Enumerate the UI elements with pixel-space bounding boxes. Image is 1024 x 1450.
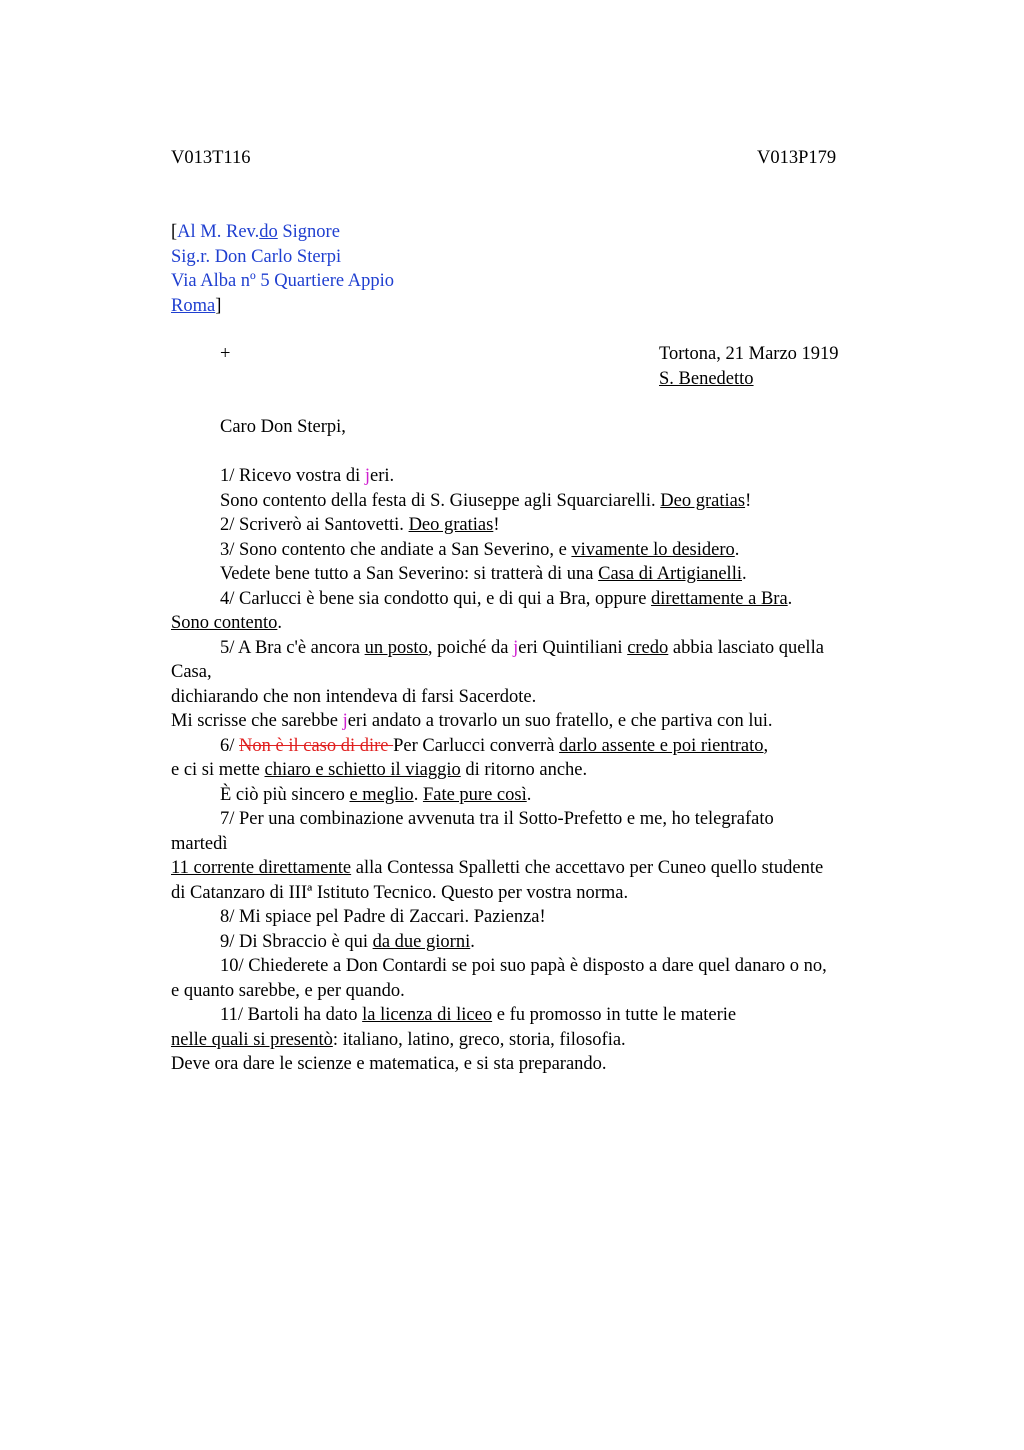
paragraph-8: 8/ Mi spiace pel Padre di Zaccari. Pazienza!: [220, 907, 546, 927]
paragraph-6-line-3: È ciò più sincero e meglio. Fate pure così.: [220, 784, 532, 805]
paragraph-3-line-2: Vedete bene tutto a San Severino: si tratterà di una Casa di Artigianelli.: [220, 564, 747, 584]
paragraph-7-line-4: di Catanzaro di IIIª Istituto Tecnico. Questo per vostra norma.: [171, 882, 629, 903]
paragraph-5-line-2: Casa,: [171, 662, 212, 682]
paragraph-10-line-2: e quanto sarebbe, e per quando.: [171, 980, 405, 1001]
address-line-1: [Al M. Rev.do Signore: [171, 222, 340, 242]
paragraph-5-line-3: dichiarando che non intendeva di farsi Sacerdote.: [171, 686, 537, 707]
address-block: [171, 220, 394, 318]
address-line-4: Roma]: [171, 295, 222, 316]
paragraph-6-line-1: 6/ Non è il caso di dire Per Carlucci converrà darlo assente e poi rientrato,: [220, 735, 769, 756]
salutation: Caro Don Sterpi,: [220, 417, 346, 437]
address-line-2: Sig.r. Don Carlo Sterpi: [171, 246, 342, 267]
reference-code-right: V013P179: [757, 148, 837, 168]
paragraph-9: 9/ Di Sbraccio è qui da due giorni.: [220, 931, 475, 952]
paragraph-4-line-1: 4/ Carlucci è bene sia condotto qui, e di qui a Bra, oppure direttamente a Bra.: [220, 588, 793, 609]
place-date: Tortona, 21 Marzo 1919: [659, 344, 839, 364]
paragraph-11-line-3: Deve ora dare le scienze e matematica, e si sta preparando.: [171, 1054, 607, 1074]
letter-body: [171, 415, 911, 1077]
paragraph-7-line-2: martedì: [171, 833, 228, 854]
paragraph-6-line-2: e ci si mette chiaro e schietto il viaggio di ritorno anche.: [171, 760, 588, 780]
paragraph-7-line-3: 11 corrente direttamente alla Contessa Spalletti che accettavo per Cuneo quello studente: [171, 858, 824, 878]
paragraph-11-line-2: nelle quali si presentò: italiano, latino, greco, storia, filosofia.: [171, 1029, 626, 1050]
paragraph-3-line-1: 3/ Sono contento che andiate a San Severino, e vivamente lo desidero.: [220, 539, 740, 560]
paragraph-10-line-1: 10/ Chiederete a Don Contardi se poi suo papà è disposto a dare quel danaro o no,: [220, 956, 827, 976]
cross-symbol: +: [220, 344, 231, 364]
paragraph-7-line-1: 7/ Per una combinazione avvenuta tra il Sotto-Prefetto e me, ho telegrafato: [220, 809, 774, 829]
paragraph-1-line-1: 1/ Ricevo vostra di jeri.: [220, 466, 395, 486]
paragraph-11-line-1: 11/ Bartoli ha dato la licenza di liceo e fu promosso in tutte le materie: [220, 1005, 737, 1025]
paragraph-2: 2/ Scriverò ai Santovetti. Deo gratias!: [220, 515, 500, 535]
paragraph-5-line-1: 5/ A Bra c'è ancora un posto, poiché da jeri Quintiliani credo abbia lasciato quella: [220, 637, 824, 658]
paragraph-5-line-4: Mi scrisse che sarebbe jeri andato a trovarlo un suo fratello, e che partiva con lui.: [171, 711, 773, 731]
feast-day: S. Benedetto: [659, 368, 754, 389]
paragraph-4-line-2: Sono contento.: [171, 613, 282, 633]
deleted-text: Non è il caso di dire: [239, 735, 394, 756]
address-line-3: Via Alba nº 5 Quartiere Appio: [171, 271, 394, 291]
paragraph-1-line-2: Sono contento della festa di S. Giuseppe agli Squarciarelli. Deo gratias!: [220, 490, 752, 511]
reference-code-left: V013T116: [171, 148, 251, 168]
